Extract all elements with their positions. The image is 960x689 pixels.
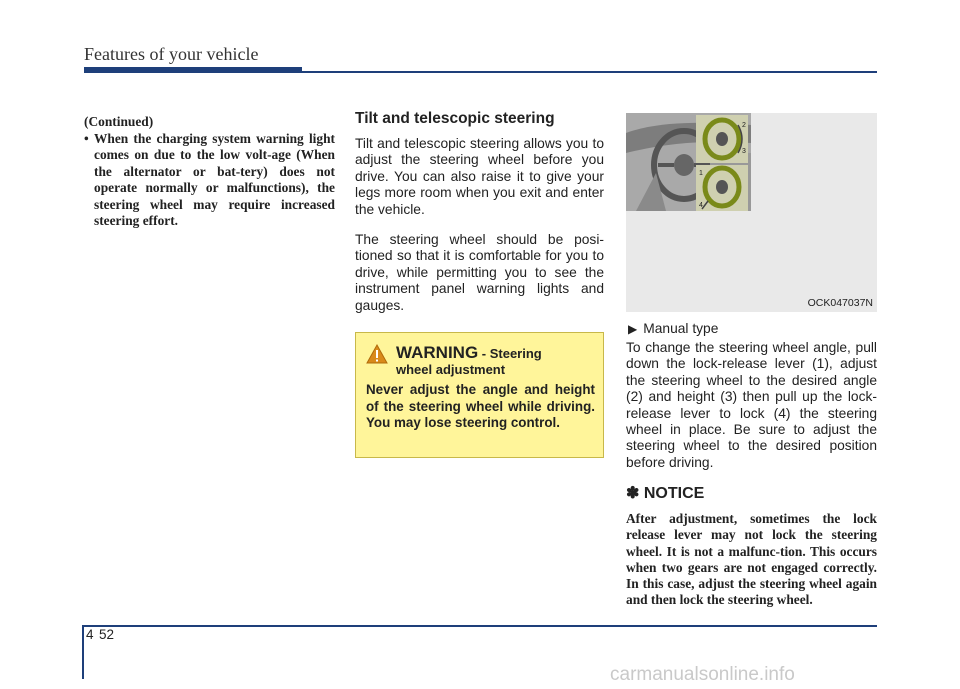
warning-triangle-icon [366, 344, 388, 364]
intro-paragraph: Tilt and telescopic steering allows you to adjust the steering wheel before you drive. You can also raise it to give your legs more room when you exit and enter the vehicle. [355, 136, 604, 217]
warning-body: Never adjust the angle and height of the steering wheel while driving. You may lose steering control. [366, 382, 595, 430]
figure-code: OCK047037N [807, 297, 873, 309]
header-rule [302, 71, 877, 73]
manual-type-text: Manual type [643, 321, 719, 336]
manual-instructions: To change the steering wheel angle, pull down the lock-release lever (1), adjust the steering wheel to the desired angle (2) and height (3) then pull up the lock-release lever to lock (4) the steering wheel in place. Be sure to adjust the steering wheel to the desired position before driving. [626, 340, 877, 470]
header-accent-bar [84, 67, 302, 73]
notice-body: After adjustment, sometimes the lock release lever may not lock the steering wheel. It is not a malfunc-tion. This occurs when two gears are not engaged correctly. In this case, adjust the steering wheel again and then lock the steering wheel. [626, 511, 877, 608]
callout-4: 4 [699, 202, 703, 209]
position-paragraph: The steering wheel should be posi-tioned so that it is comfortable for you to drive, while permitting you to see the instrument panel warning lights and gauges. [355, 232, 604, 313]
page-number: 52 [99, 627, 115, 642]
triangle-right-icon: ▶ [628, 322, 638, 336]
notice-title: ✽ NOTICE [626, 485, 705, 503]
bullet-text: When the charging system warning light comes on due to the low volt-age (When the alternator or bat-tery) does not operate normally or malfunctions), the steering wheel may require increased steering effort. [94, 130, 335, 228]
steering-illustration [626, 113, 877, 312]
inset-wheel-bottom [696, 165, 748, 211]
bullet-dot-icon: • [84, 130, 89, 146]
footer-rule [84, 625, 877, 627]
continued-label: (Continued) [84, 114, 154, 129]
callout-2: 2 [742, 122, 746, 129]
manual-type-label [626, 321, 877, 336]
bullet-item [84, 131, 335, 230]
right-column [626, 321, 877, 608]
left-column [84, 114, 335, 230]
section-title: Tilt and telescopic steering [355, 110, 555, 127]
callout-1: 1 [699, 170, 703, 177]
steering-adjustment-figure [626, 113, 877, 312]
inset-wheel-top [696, 115, 748, 163]
page-header-title: Features of your vehicle [84, 44, 259, 64]
callout-3: 3 [742, 148, 746, 155]
warning-word: WARNING [396, 343, 479, 362]
watermark: carmanualsonline.info [610, 664, 795, 685]
warning-heading [366, 343, 542, 364]
chapter-number: 4 [86, 627, 94, 642]
warning-box [355, 332, 604, 458]
warning-subtitle-line2: wheel adjustment [396, 362, 506, 377]
footer-divider [82, 625, 84, 679]
warning-subtitle: - Steering [478, 346, 542, 361]
middle-column [355, 110, 604, 328]
